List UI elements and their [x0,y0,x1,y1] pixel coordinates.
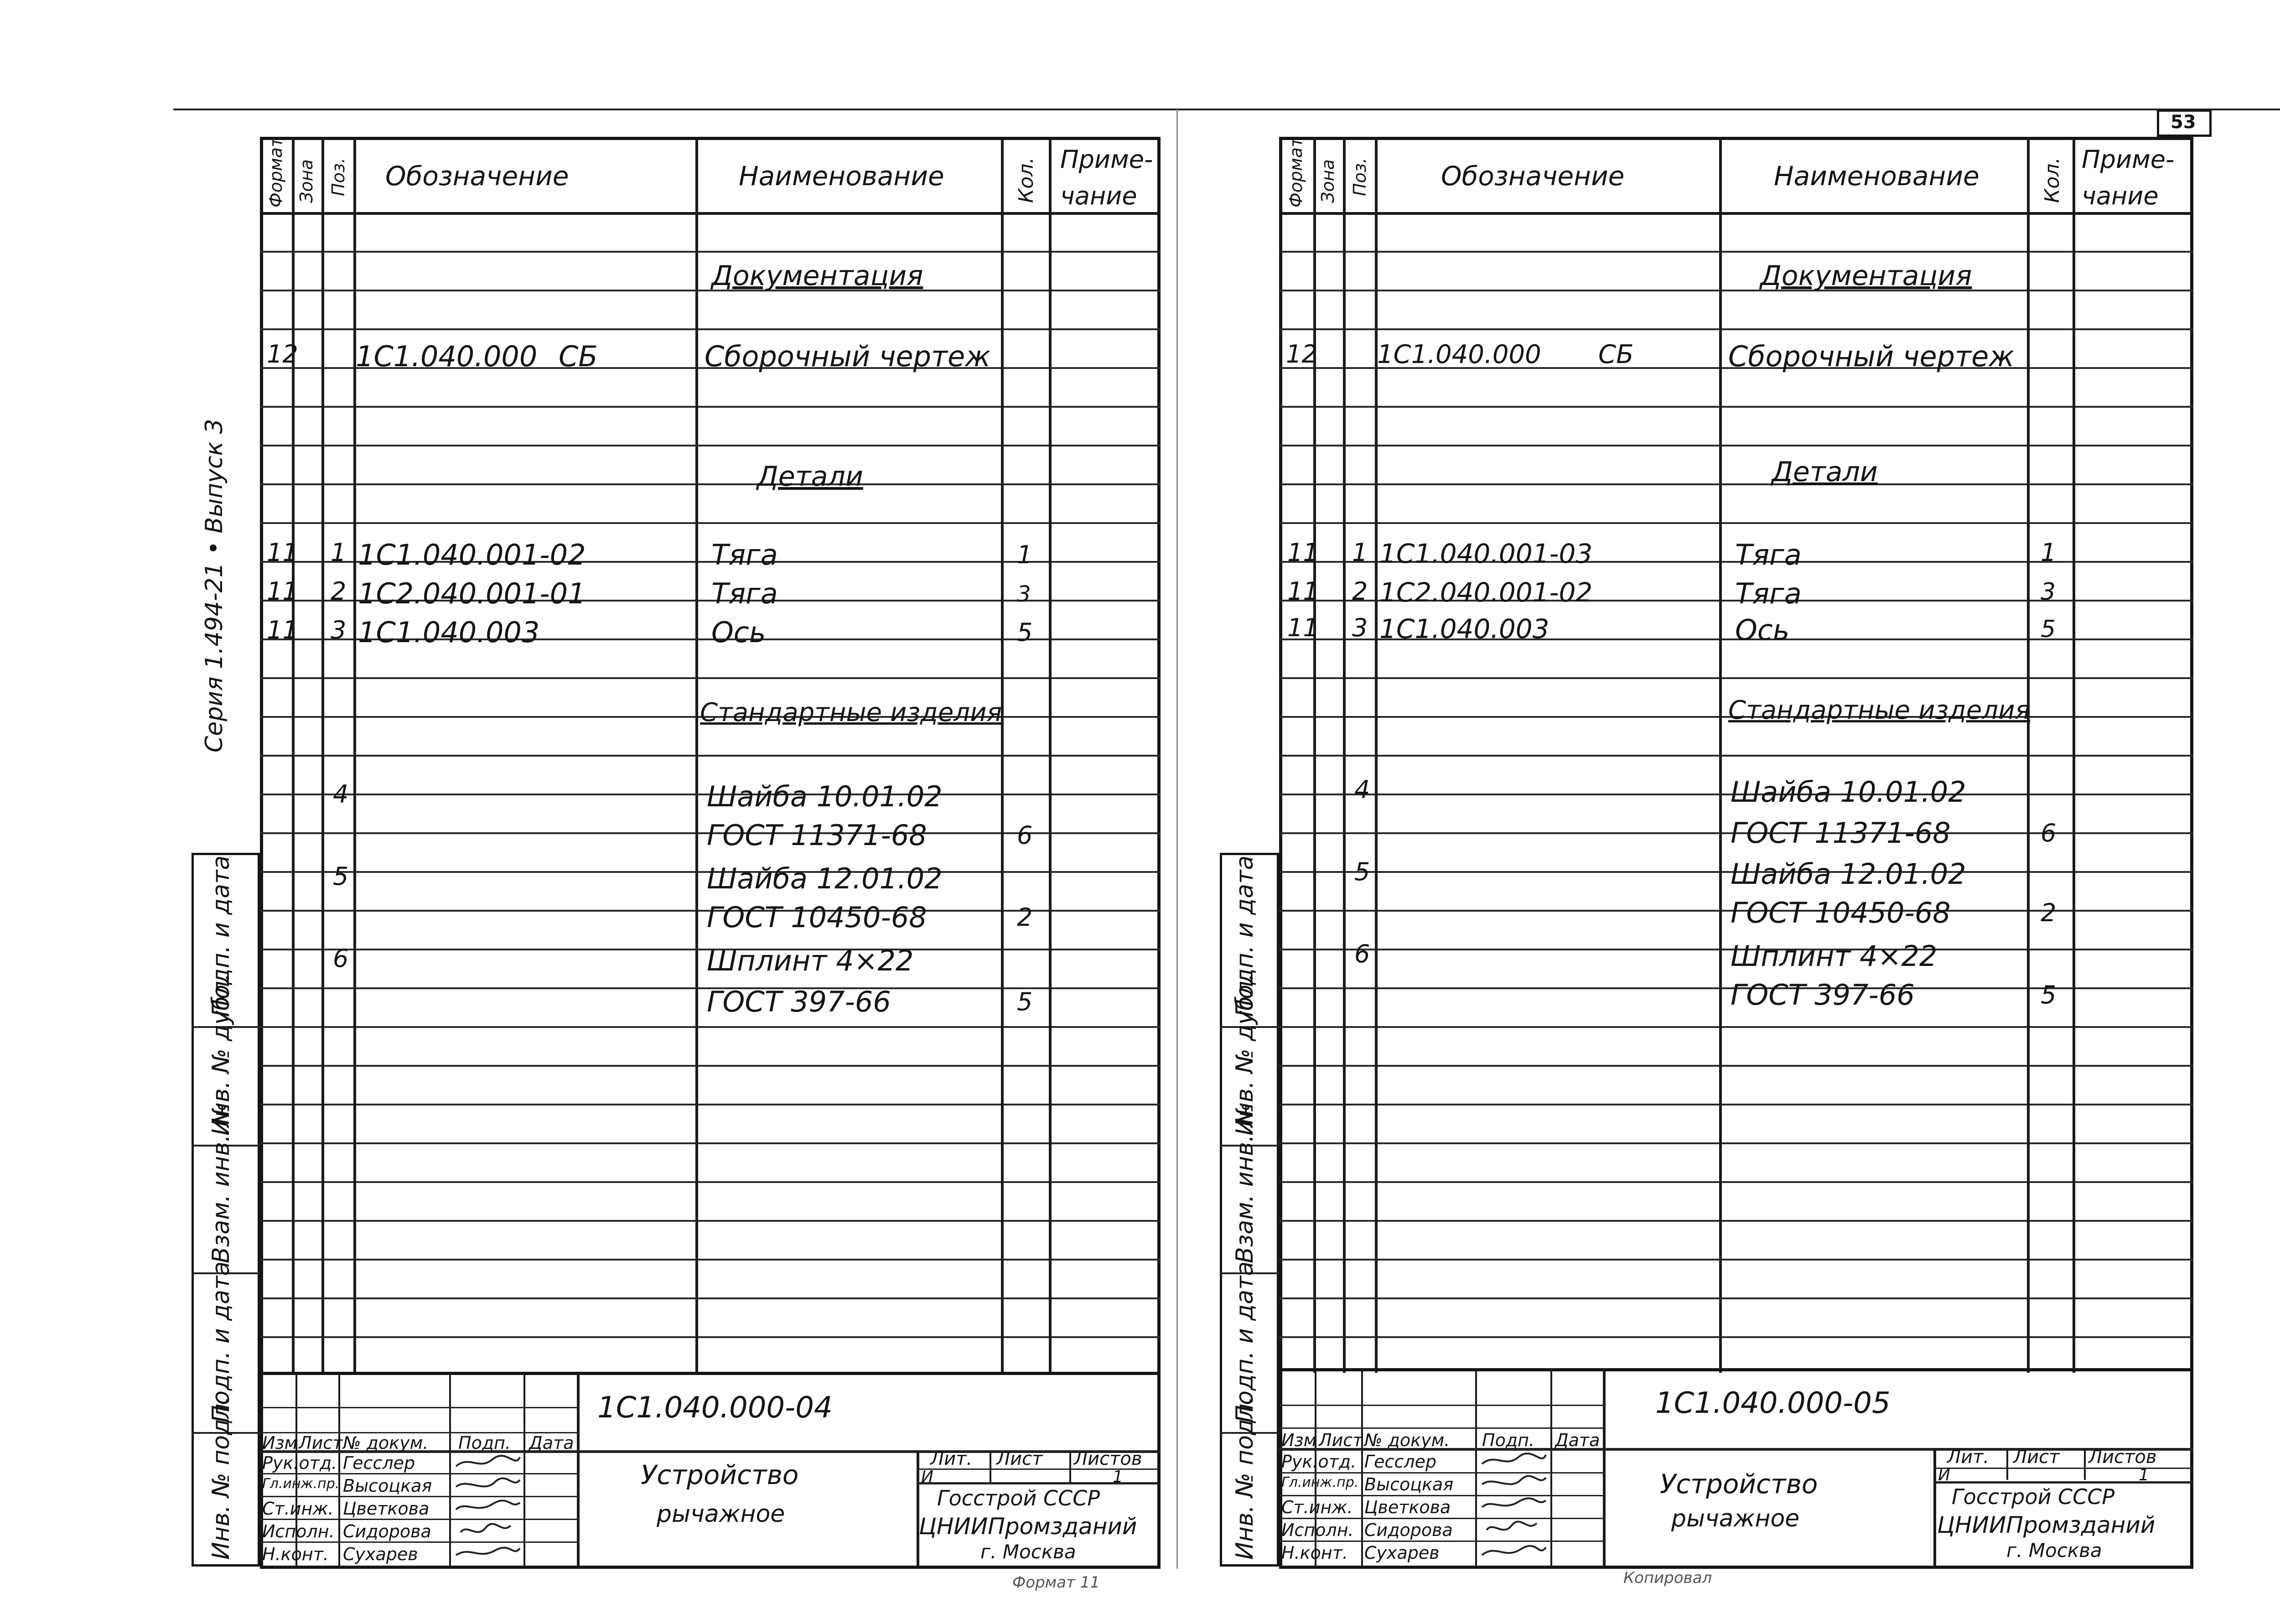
product-title: Устройство [641,1459,799,1490]
org-line: ЦНИИПромзданий [1937,1512,2156,1538]
std-gost: ГОСТ 11371-68 [1731,816,1951,850]
stamp-name: Гесслер [1364,1452,1437,1472]
col-header-designation: Обозначение [385,161,569,192]
tb-col [1361,1368,1363,1567]
stamp-header: Подп. [458,1433,511,1453]
tb-col [1069,1450,1071,1482]
doc-suffix: СБ [559,340,598,373]
footer-fragment: Формат 11 [1012,1573,1100,1592]
side-field: Взам. инв. № [1231,1102,1259,1263]
part-pos: 2 [331,577,347,606]
col-line [1313,137,1316,1373]
section-title-parts: Детали [1772,456,1878,488]
col-header-pos: Поз. [1350,157,1370,196]
side-field: Подп. и дата [207,1261,235,1423]
row-grid [260,137,1161,1373]
doc-name: Сборочный чертеж [705,340,991,373]
sheets-label: Листов [2088,1447,2157,1468]
part-name: Тяга [711,538,778,571]
sheet-label: Лист [996,1448,1043,1469]
stamp-name: Цветкова [343,1499,430,1519]
part-pos: 3 [331,616,347,644]
part-designation: 1С1.040.003 [1379,613,1549,644]
side-field: Инв. № подл. [1231,1396,1259,1560]
std-pos: 4 [1354,775,1370,804]
std-name: Шайба 12.01.02 [707,862,943,895]
stamp-name: Высоцкая [343,1476,432,1496]
col-header-note: Приме- [1060,145,1153,174]
org-line: г. Москва [2006,1539,2102,1562]
lit-value: И [921,1468,933,1486]
stamp-role: Рук.отд. [262,1453,337,1473]
std-qty: 6 [1017,821,1033,850]
col-line [1375,137,1378,1373]
tb-row [260,1519,579,1520]
std-qty: 6 [2041,819,2057,847]
col-header-qty: Кол. [2041,157,2064,203]
stamp-header: Изм [1281,1430,1317,1450]
section-title-standard: Стандартные изделия [1728,695,2031,725]
part-format: 11 [1287,577,1319,606]
stamp-role: Гл.инж.пр. [262,1476,340,1492]
tb-row [1279,1495,1605,1496]
part-format: 11 [267,577,298,606]
col-line [2027,137,2030,1373]
tb-col [1603,1368,1606,1567]
doc-format: 12 [1286,340,1317,368]
std-name: Шайба 12.01.02 [1731,857,1966,891]
sheets-value: 1 [1113,1468,1123,1486]
col-header-name: Наименование [739,161,944,192]
product-title: рычажное [657,1500,785,1528]
part-qty: 3 [2041,578,2056,606]
col-header-format: Формат [266,137,286,208]
tb-row [260,1407,579,1408]
col-line [1049,137,1052,1373]
org-line: г. Москва [980,1541,1076,1563]
std-pos: 6 [1354,939,1370,968]
part-name: Ось [711,616,766,649]
part-designation: 1С1.040.001-02 [358,538,586,571]
tb-row [1279,1405,1605,1406]
part-format: 11 [1287,613,1319,642]
col-line [1719,137,1722,1373]
tb-row [260,1473,579,1474]
lit-label: Лит. [930,1448,973,1469]
tb-row [917,1482,1161,1484]
col-header-format: Формат [1286,137,1306,208]
part-pos: 2 [1352,577,1368,606]
tb-row [1279,1472,1605,1474]
part-qty: 3 [1017,581,1031,607]
side-field: Подп. и дата [1231,1261,1259,1423]
std-gost: ГОСТ 397-66 [1731,978,1915,1012]
side-field: Подп. и дата [207,855,235,1017]
side-field: Инв. № дубл. [207,973,235,1136]
part-format: 11 [267,616,298,644]
stamp-role: Ст.инж. [1281,1497,1353,1517]
signature-scribbles [451,1450,524,1567]
col-header-designation: Обозначение [1441,161,1625,192]
stamp-name: Цветкова [1364,1497,1451,1517]
part-designation: 1С2.040.001-02 [1379,577,1593,608]
part-qty: 1 [1017,540,1033,569]
part-format: 11 [267,538,298,567]
tb-col [2006,1448,2008,1480]
doc-designation: 1С1.040.000 [1377,340,1541,369]
stamp-role: Ст.инж. [262,1499,334,1519]
std-name: Шайба 10.01.02 [1731,775,1966,809]
col-line [695,137,698,1373]
side-field: Инв. № дубл. [1231,973,1259,1136]
std-qty: 2 [2041,898,2057,927]
sheet-label: Лист [2013,1447,2060,1468]
tb-col [917,1450,919,1567]
col-header-note: чание [2082,182,2159,210]
part-qty: 5 [1017,618,1033,647]
stamp-name: Высоцкая [1364,1474,1454,1494]
document-code: 1С1.040.000-05 [1655,1386,1891,1420]
std-qty: 2 [1017,903,1033,932]
tb-row [1279,1427,1605,1429]
part-name: Тяга [711,577,778,610]
stamp-role: Гл.инж.пр. [1281,1474,1359,1490]
col-line [2073,137,2075,1373]
stamp-header: Подп. [1482,1430,1535,1450]
part-pos: 1 [331,538,347,567]
std-qty: 5 [1017,987,1033,1016]
product-title: рычажное [1671,1505,1800,1532]
stamp-role: Исполн. [1281,1520,1354,1540]
stamp-name: Сидорова [343,1521,431,1541]
sheets-label: Листов [1074,1448,1142,1469]
product-title: Устройство [1660,1468,1818,1499]
signature-scribbles [1477,1448,1550,1567]
series-label: Серия 1.494-21 • Выпуск 3 [201,419,228,752]
col-header-pos: Поз. [328,157,348,196]
stamp-name: Сидорова [1364,1520,1453,1540]
org-line: ЦНИИПромзданий [919,1513,1137,1540]
std-name: Шплинт 4×22 [707,944,914,977]
std-name: Шплинт 4×22 [1731,939,1938,973]
tb-row [260,1541,579,1543]
col-line [292,137,295,1373]
org-line: Госстрой СССР [937,1486,1100,1510]
std-pos: 5 [333,862,349,891]
stamp-header: № докум. [1364,1430,1450,1450]
std-gost: ГОСТ 397-66 [707,985,891,1018]
tb-col [1475,1368,1477,1567]
tb-col [1550,1368,1552,1567]
stamp-header: Дата [529,1433,574,1453]
tb-row [1279,1541,1605,1542]
stamp-header: Дата [1555,1430,1600,1450]
tb-col [990,1450,991,1482]
sheets-value: 1 [2139,1466,2149,1484]
doc-designation: 1С1.040.000 [356,340,538,373]
part-qty: 1 [2041,538,2057,567]
title-block-top [260,1372,1161,1375]
stamp-header: № докум. [343,1433,429,1453]
std-name: Шайба 10.01.02 [707,780,943,813]
tb-row [1933,1468,2193,1469]
std-gost: ГОСТ 11371-68 [707,819,927,852]
tb-col [2084,1448,2086,1480]
tb-col [449,1373,451,1567]
col-header-qty: Кол. [1015,157,1038,203]
part-name: Тяга [1735,538,1802,571]
footer-fragment: Копировал [1623,1569,1712,1587]
part-name: Ось [1735,613,1790,647]
lit-label: Лит. [1947,1447,1990,1468]
part-designation: 1С1.040.003 [358,616,540,649]
part-pos: 3 [1352,613,1368,642]
std-qty: 5 [2041,981,2057,1009]
side-field: Подп. и дата [1231,855,1259,1017]
stamp-name: Гесслер [343,1453,415,1473]
page-number: 53 [2171,112,2196,133]
col-header-name: Наименование [1774,161,1979,192]
side-field: Взам. инв. № [207,1102,235,1263]
col-header-zone: Зона [1318,159,1338,203]
part-pos: 1 [1352,538,1368,567]
row-grid [1279,137,2193,1373]
col-line [353,137,356,1373]
part-designation: 1С1.040.001-03 [1379,538,1593,569]
org-line: Госстрой СССР [1952,1484,2115,1509]
stamp-name: Сухарев [343,1544,418,1564]
stamp-header: Лист [299,1433,343,1453]
stamp-role: Н.конт. [1281,1543,1348,1563]
stamp-role: Исполн. [262,1521,335,1541]
col-header-note: Приме- [2082,145,2175,174]
std-pos: 6 [333,944,349,973]
tb-row [1279,1518,1605,1519]
section-title-docs: Документация [1760,260,1972,292]
stamp-name: Сухарев [1364,1543,1440,1563]
section-title-standard: Стандартные изделия [700,698,1002,727]
part-name: Тяга [1735,577,1802,610]
std-pos: 5 [1354,857,1370,886]
side-field: Инв. № подл. [207,1396,235,1560]
stamp-header: Лист [1319,1430,1363,1450]
stamp-role: Рук.отд. [1281,1452,1357,1472]
col-line [1001,137,1004,1373]
col-line [321,137,324,1373]
col-line [1343,137,1346,1373]
spec-sheet-right [1176,0,2280,1624]
doc-suffix: СБ [1598,340,1634,369]
doc-name: Сборочный чертеж [1728,340,2015,373]
stamp-role: Н.конт. [262,1544,329,1564]
std-gost: ГОСТ 10450-68 [707,901,927,934]
std-gost: ГОСТ 10450-68 [1731,896,1951,929]
doc-format: 12 [267,340,298,368]
tb-row [1933,1481,2193,1484]
tb-row [260,1496,579,1497]
part-format: 11 [1287,538,1319,567]
col-header-zone: Зона [296,159,316,203]
part-qty: 5 [2041,616,2056,643]
part-designation: 1С2.040.001-01 [358,577,586,610]
section-title-parts: Детали [757,461,863,493]
tb-col [1933,1448,1936,1567]
col-header-note: чание [1060,182,1137,210]
document-code: 1С1.040.000-04 [597,1391,833,1425]
tb-col [577,1373,580,1567]
lit-value: И [1938,1466,1950,1484]
tb-col [338,1373,340,1567]
std-pos: 4 [333,780,349,809]
title-block-top [1279,1368,2193,1371]
section-title-docs: Документация [711,260,923,292]
stamp-header: Изм [262,1433,298,1453]
